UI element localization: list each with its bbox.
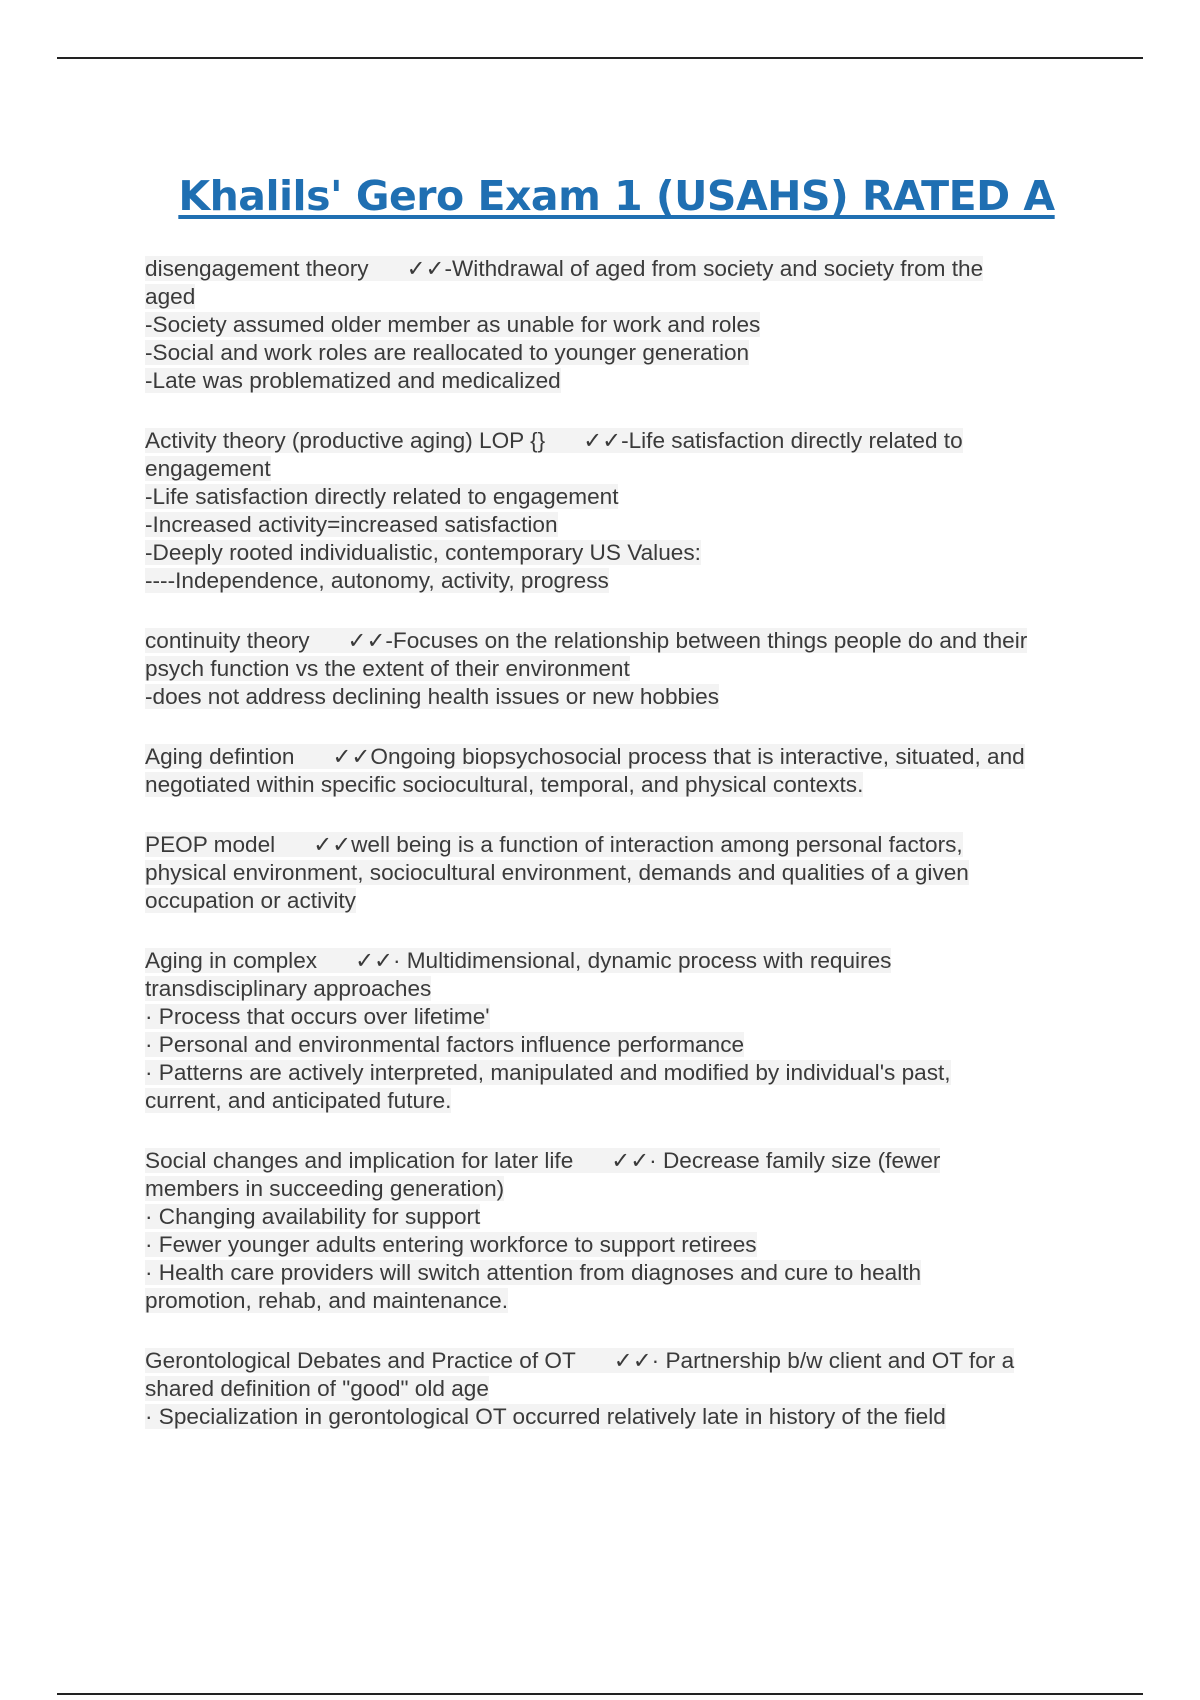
entry-term: Gerontological Debates and Practice of OT [145, 1348, 576, 1373]
entry-first-line [145, 1147, 1100, 1175]
line-highlight: · Personal and environmental factors influence performance [145, 1032, 745, 1057]
check-mark-icon: ✓✓ [613, 1348, 652, 1373]
entry-definition-line [145, 539, 1100, 567]
entry-definition-line [145, 975, 1100, 1003]
entry-term: Aging defintion [145, 744, 295, 769]
entry-definition-line [145, 311, 1100, 339]
check-mark-icon: ✓✓ [332, 744, 371, 769]
line-highlight: members in succeeding generation) [145, 1176, 505, 1201]
entry-term: Activity theory (productive aging) LOP {} [145, 428, 546, 453]
line-highlight: current, and anticipated future. [145, 1088, 452, 1113]
line-highlight: -Social and work roles are reallocated to younger generation [145, 340, 750, 365]
flashcard-entry [145, 743, 1100, 799]
line-highlight: -Life satisfaction directly related to engagement [145, 484, 619, 509]
line-highlight [145, 948, 891, 973]
line-highlight: physical environment, sociocultural environment, demands and qualities of a given [145, 860, 969, 885]
check-mark-icon: ✓✓ [611, 1148, 650, 1173]
entry-term: Aging in complex [145, 948, 318, 973]
entry-definition-line [145, 1175, 1100, 1203]
line-highlight: transdisciplinary approaches [145, 976, 432, 1001]
line-highlight: ----Independence, autonomy, activity, progress [145, 568, 609, 593]
line-highlight: · Patterns are actively interpreted, manipulated and modified by individual's past, [145, 1060, 951, 1085]
entry-definition-line [145, 859, 1100, 887]
check-mark-icon: ✓✓ [355, 948, 393, 973]
entry-definition-line [145, 483, 1100, 511]
flashcard-entry [145, 1347, 1100, 1431]
line-highlight: -does not address declining health issues or new hobbies [145, 684, 719, 709]
entry-definition-line [145, 1031, 1100, 1059]
line-highlight: · Changing availability for support [145, 1204, 481, 1229]
entry-definition-line [145, 683, 1100, 711]
entry-first-line [145, 627, 1100, 655]
entry-definition-line [145, 1231, 1100, 1259]
line-highlight [145, 1348, 1014, 1373]
flashcard-entry [145, 1147, 1100, 1315]
entry-definition-line [145, 283, 1100, 311]
flashcard-entry [145, 627, 1100, 711]
entry-definition-line [145, 455, 1100, 483]
entry-definition-line [145, 887, 1100, 915]
line-highlight: -Late was problematized and medicalized [145, 368, 561, 393]
line-highlight: -Deeply rooted individualistic, contemporary US Values: [145, 540, 701, 565]
entry-first-line [145, 743, 1100, 771]
entry-definition-line [145, 655, 1100, 683]
check-mark-icon: ✓✓ [347, 628, 386, 653]
entry-definition-line [145, 1403, 1100, 1431]
entry-definition-line [145, 771, 1100, 799]
line-highlight: · Process that occurs over lifetime' [145, 1004, 490, 1029]
entry-term: disengagement theory [145, 256, 369, 281]
document-title: Khalils' Gero Exam 1 (USAHS) RATED A [178, 172, 1055, 220]
entry-definition-line [145, 1287, 1100, 1315]
entry-definition-text: -Focuses on the relationship between things people do and their [385, 628, 1028, 653]
line-highlight [145, 256, 983, 281]
entry-term: Social changes and implication for later life [145, 1148, 574, 1173]
entry-term: PEOP model [145, 832, 276, 857]
flashcard-entry [145, 427, 1100, 595]
flashcard-entry [145, 255, 1100, 395]
flashcard-list [145, 255, 1100, 1463]
line-highlight [145, 428, 963, 453]
line-highlight [145, 628, 1027, 653]
line-highlight [145, 832, 963, 857]
line-highlight: -Increased activity=increased satisfaction [145, 512, 558, 537]
entry-definition-line [145, 1259, 1100, 1287]
entry-definition-line [145, 511, 1100, 539]
entry-definition-text: well being is a function of interaction among personal factors, [351, 832, 963, 857]
entry-definition-line [145, 367, 1100, 395]
entry-definition-text: · Multidimensional, dynamic process with requires [392, 948, 892, 973]
line-highlight [145, 744, 1025, 769]
entry-definition-line [145, 567, 1100, 595]
entry-definition-text: -Withdrawal of aged from society and society from the [444, 256, 984, 281]
bottom-rule [57, 1693, 1143, 1695]
entry-term: continuity theory [145, 628, 310, 653]
entry-first-line [145, 1347, 1100, 1375]
entry-definition-line [145, 1087, 1100, 1115]
entry-definition-text: Ongoing biopsychosocial process that is interactive, situated, and [370, 744, 1025, 769]
line-highlight [145, 1148, 940, 1173]
entry-definition-line [145, 1059, 1100, 1087]
check-mark-icon: ✓✓ [313, 832, 352, 857]
line-highlight: aged [145, 284, 196, 309]
top-rule [57, 57, 1143, 59]
entry-first-line [145, 255, 1100, 283]
line-highlight: · Specialization in gerontological OT occurred relatively late in history of the field [145, 1404, 946, 1429]
line-highlight: engagement [145, 456, 271, 481]
line-highlight: · Fewer younger adults entering workforce to support retirees [145, 1232, 757, 1257]
entry-first-line [145, 947, 1100, 975]
entry-definition-text: -Life satisfaction directly related to [621, 428, 963, 453]
line-highlight: shared definition of "good" old age [145, 1376, 489, 1401]
entry-definition-line [145, 1003, 1100, 1031]
line-highlight: psych function vs the extent of their environment [145, 656, 630, 681]
flashcard-entry [145, 947, 1100, 1115]
entry-definition-line [145, 339, 1100, 367]
entry-first-line [145, 831, 1100, 859]
line-highlight: occupation or activity [145, 888, 356, 913]
entry-definition-text: · Partnership b/w client and OT for a [651, 1348, 1015, 1373]
line-highlight: -Society assumed older member as unable for work and roles [145, 312, 761, 337]
line-highlight: negotiated within specific sociocultural, temporal, and physical contexts. [145, 772, 864, 797]
check-mark-icon: ✓✓ [406, 256, 445, 281]
entry-definition-line [145, 1203, 1100, 1231]
flashcard-entry [145, 831, 1100, 915]
check-mark-icon: ✓✓ [583, 428, 622, 453]
entry-definition-line [145, 1375, 1100, 1403]
entry-definition-text: · Decrease family size (fewer [649, 1148, 941, 1173]
entry-first-line [145, 427, 1100, 455]
line-highlight: promotion, rehab, and maintenance. [145, 1288, 508, 1313]
line-highlight: · Health care providers will switch attention from diagnoses and cure to health [145, 1260, 922, 1285]
